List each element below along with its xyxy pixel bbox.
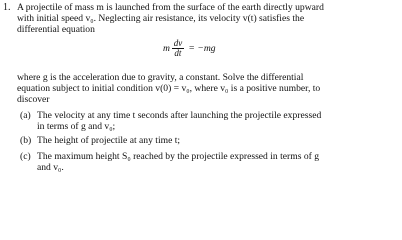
equation-equals-sign: =: [188, 43, 195, 54]
differential-equation: [163, 39, 216, 58]
equation-right-hand-side: −mg: [197, 43, 216, 54]
after-line-3: discover: [17, 94, 50, 105]
intro-line-2: with initial speed v₀. Neglecting air resistance, its velocity v(t) satisfies the: [17, 13, 305, 24]
equation-fraction: [172, 39, 184, 58]
problem-number: 1.: [3, 2, 11, 13]
equation-numerator: dv: [173, 38, 183, 48]
after-line-2: equation subject to initial condition v(0) = v₀, where v₀ is a positive number, to: [17, 83, 321, 94]
after-line-1: where g is the acceleration due to gravity, a constant. Solve the differential: [17, 72, 304, 83]
intro-line-1: A projectile of mass m is launched from the surface of the earth directly upward: [17, 2, 324, 13]
part-b-label: (b): [20, 135, 32, 146]
part-c-line-2: and v₀.: [37, 162, 64, 173]
equation-denominator: dt: [174, 48, 182, 58]
part-c-line-1: The maximum height S₀ reached by the projectile expressed in terms of g: [37, 151, 320, 162]
intro-line-3: differential equation: [17, 24, 95, 35]
equation-mass-coefficient: m: [163, 43, 170, 54]
part-c-label: (c): [20, 151, 31, 162]
part-a-line-2: in terms of g and v₀;: [37, 121, 116, 132]
part-a-label: (a): [20, 110, 31, 121]
part-b-line-1: The height of projectile at any time t;: [37, 135, 181, 146]
part-a-line-1: The velocity at any time t seconds after launching the projectile expressed: [37, 110, 322, 121]
